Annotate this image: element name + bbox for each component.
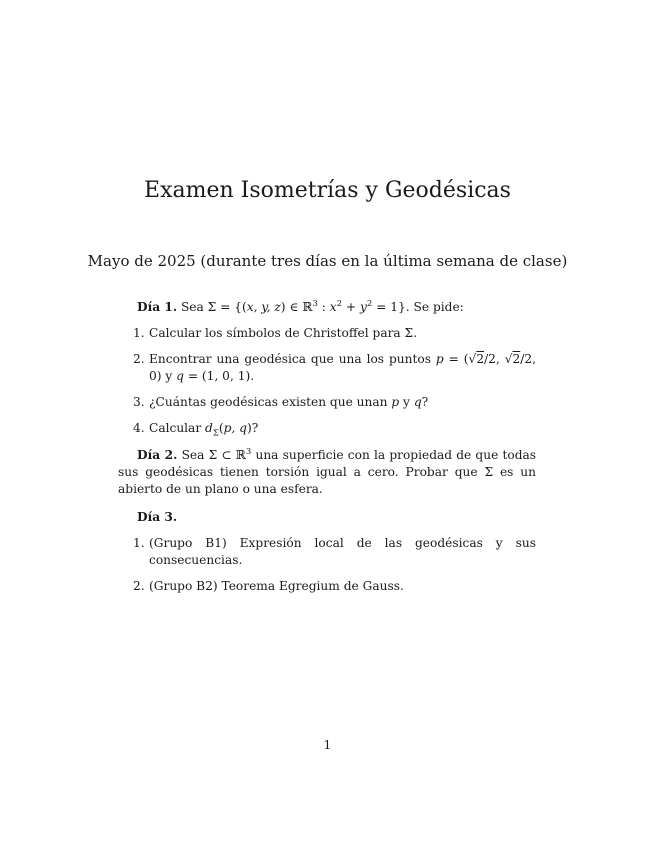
item-text: Calcular (149, 421, 202, 435)
day2-text-suffix: es un abierto de un plano o una esfera. (118, 465, 536, 496)
day1-intro (118, 299, 536, 316)
list-item (118, 535, 536, 569)
day1-intro-suffix: . Se pide: (405, 300, 464, 314)
day1-heading: Día 1. (137, 300, 178, 314)
list-item: 2. Encontrar una geodésica que una los puntos p = (√2/2, √2/2, 0) y q = (1, 0, 1). (133, 352, 537, 383)
item-number: 1. (133, 536, 145, 550)
item-text: (Grupo B2) Teorema Egregium de Gauss. (149, 579, 404, 593)
list-item (118, 578, 536, 595)
item-text-middle: y (403, 395, 410, 409)
page-number: 1 (323, 738, 332, 752)
item-number: 4. (133, 421, 145, 435)
exam-date: Mayo de 2025 (durante tres días en la última semana de clase) (87, 252, 568, 270)
item-number: 2. (133, 352, 145, 366)
item-text: ¿Cuántas geodésicas existen que unan (149, 395, 388, 409)
item-text-after: ? (251, 421, 259, 435)
item-text: (Grupo B1) Expresión local de las geodésicas y sus consecuencias. (149, 536, 536, 567)
item-text-after: ? (421, 395, 429, 409)
day3-heading: Día 3. (137, 510, 178, 524)
day3-intro (118, 509, 536, 526)
day2-section (118, 447, 536, 498)
day2-text-prefix: Sea (181, 448, 205, 462)
list-item: 3. ¿Cuántas geodésicas existen que unan p y q? (133, 395, 429, 409)
exam-title: Examen Isometrías y Geodésicas (144, 178, 511, 203)
item-number: 3. (133, 395, 145, 409)
day2-text: Día 2. Sea Σ ⊂ ℝ$^3$ una superficie con la propiedad de que todas sus geodésicas tienen torsión igual a cero. Probar que Σ es un abierto de un plano o una esfera. (118, 446, 537, 496)
day2-heading: Día 2. (137, 448, 178, 462)
item-number: 1. (133, 326, 145, 340)
day1-surface-formula: Σ = {(x, y, z) ∈ ℝ$^3$ : $x^2 + y^2 = 1$} (207, 298, 406, 314)
day2-text-middle: una superficie con la propiedad de que todas sus geodésicas tienen torsión igual a cero. Probar que (118, 448, 537, 479)
item-text-after: . (413, 326, 418, 340)
day3-section (118, 509, 536, 595)
list-item: 4. Calcular $d_\Sigma(p$, q)? (133, 421, 259, 439)
day3-list (118, 535, 536, 595)
day1-section (118, 299, 536, 437)
item-number: 2. (133, 579, 145, 593)
list-item: 1. Calcular los símbolos de Christoffel para Σ. (133, 326, 418, 340)
item-text: Calcular los símbolos de Christoffel para (149, 326, 401, 340)
day1-intro-prefix: Sea (180, 300, 204, 314)
item-text-middle: y (165, 369, 173, 383)
day1-list (118, 325, 536, 437)
item-text: Encontrar una geodésica que una los puntos (149, 352, 431, 366)
